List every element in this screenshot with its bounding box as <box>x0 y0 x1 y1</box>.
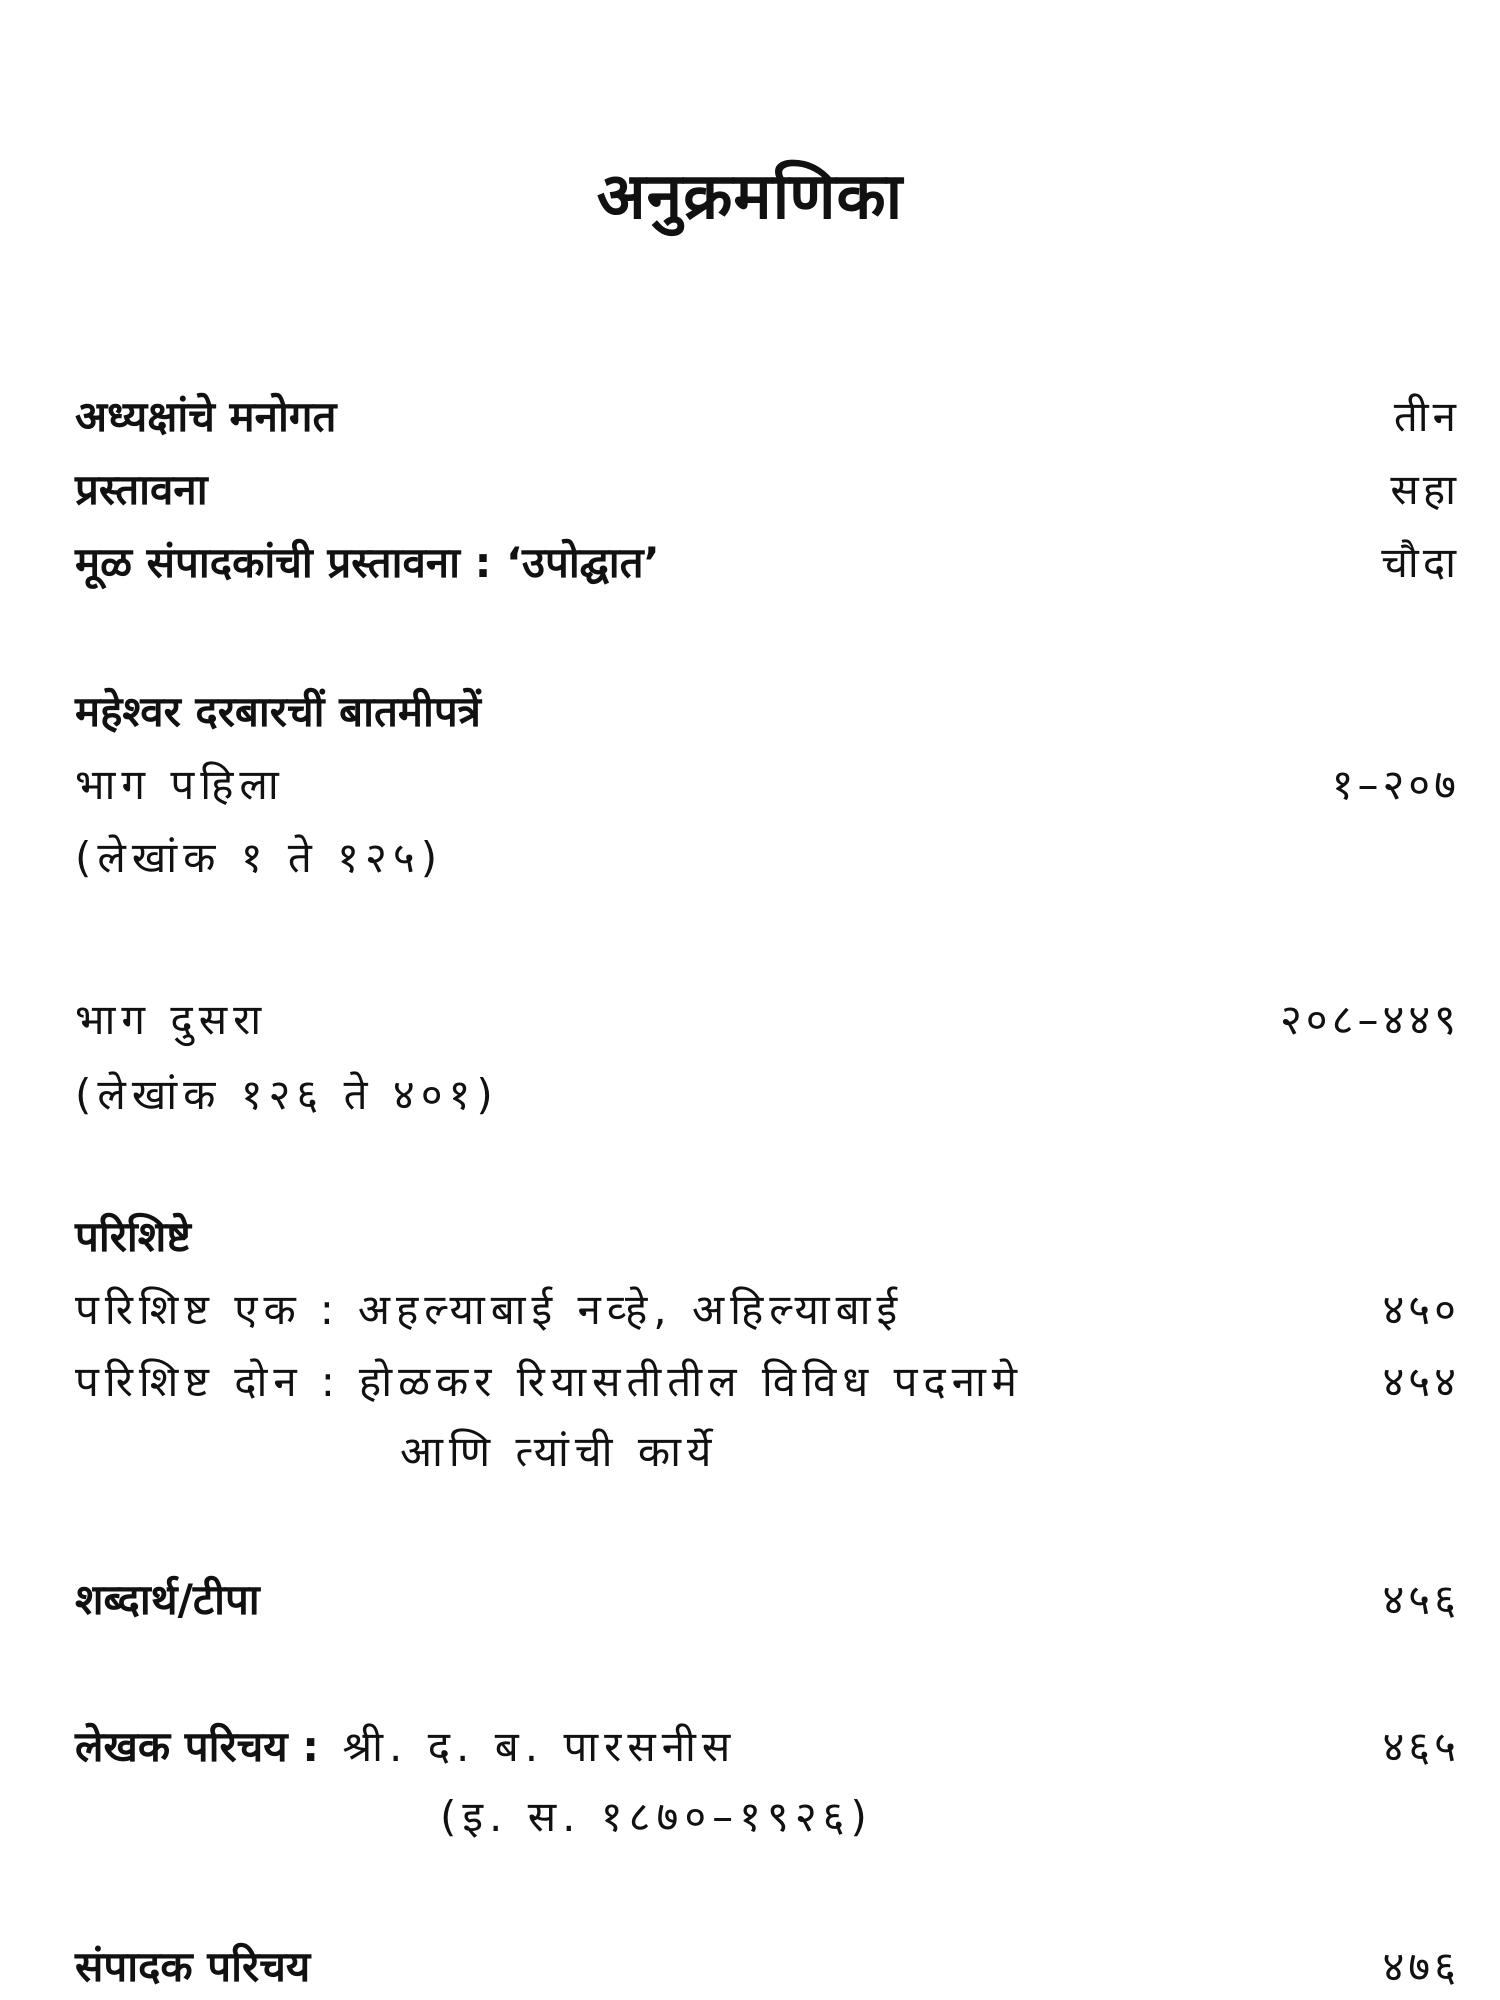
toc-entry-label <box>75 1350 1023 1414</box>
toc-entry-page: ४५० <box>1382 1285 1460 1334</box>
toc-entry-page: ४५६ <box>1382 1575 1460 1624</box>
appendix-name: परिशिष्ट दोन <box>75 1357 303 1406</box>
page-title: अनुक्रमणिका <box>596 160 904 234</box>
appendix-title: अहल्याबाई नव्हे, अहिल्याबाई <box>357 1285 904 1334</box>
toc-entry-page: तीन <box>1393 392 1460 441</box>
toc-entry-range: (लेखांक १ ते १२५) <box>75 833 444 882</box>
toc-entry-page: ४५४ <box>1382 1357 1460 1406</box>
author-name: श्री. द. ब. पारसनीस <box>342 1722 737 1771</box>
toc-entry-label: शब्दार्थ/टीपा <box>75 1575 260 1624</box>
toc-entry-page: सहा <box>1390 465 1460 514</box>
appendix-title-continuation: आणि त्यांची कार्ये <box>400 1427 718 1476</box>
toc-entry-label: अध्यक्षांचे मनोगत <box>75 392 337 441</box>
toc-entry-part-two <box>75 988 1460 1052</box>
section-heading-main <box>75 680 1460 744</box>
toc-entry-label: मूळ संपादकांची प्रस्तावना : ‘उपोद्घात’ <box>75 538 660 587</box>
toc-entry-label: भाग दुसरा <box>75 995 268 1044</box>
toc-entry-label <box>75 1278 903 1342</box>
appendix-name: परिशिष्ट एक <box>75 1285 302 1334</box>
toc-entry-part-one <box>75 753 1460 817</box>
toc-entry-label: प्रस्तावना <box>75 465 208 514</box>
toc-entry-editor <box>75 1935 1460 1999</box>
toc-entry-appendix-one <box>75 1278 1460 1342</box>
toc-entry-page: २०८–४४९ <box>1279 995 1460 1044</box>
appendix-colon: : <box>320 1357 341 1406</box>
toc-entry-label: भाग पहिला <box>75 760 285 809</box>
toc-entry-preface <box>75 458 1460 522</box>
toc-entry-author <box>75 1715 1460 1779</box>
toc-entry-part-two-range <box>75 1063 1460 1127</box>
toc-entry-original-preface <box>75 531 1460 595</box>
author-years: (इ. स. १८७०–१९२६) <box>440 1792 873 1841</box>
toc-entry-page: १–२०७ <box>1331 760 1460 809</box>
toc-entry-label: संपादक परिचय <box>75 1942 311 1991</box>
toc-entry-range: (लेखांक १२६ ते ४०१) <box>75 1070 499 1119</box>
section-heading-appendices <box>75 1205 1460 1269</box>
appendix-colon: : <box>319 1285 340 1334</box>
toc-entry-page: ४७६ <box>1382 1942 1460 1991</box>
toc-entry-appendix-two <box>75 1350 1460 1414</box>
section-heading: महेश्वर दरबारचीं बातमीपत्रें <box>75 687 481 736</box>
toc-entry-part-one-range <box>75 826 1460 890</box>
appendix-title: होळकर रियासतीतील विविध पदनामे <box>358 1357 1024 1406</box>
toc-entry-page: ४६५ <box>1382 1722 1460 1771</box>
toc-entry-glossary <box>75 1568 1460 1632</box>
toc-entry-label <box>75 1715 736 1779</box>
section-heading: परिशिष्टे <box>75 1212 191 1261</box>
toc-entry-presidents-note <box>75 385 1460 449</box>
author-label: लेखक परिचय : <box>75 1722 320 1771</box>
toc-entry-page: चौदा <box>1381 538 1460 587</box>
